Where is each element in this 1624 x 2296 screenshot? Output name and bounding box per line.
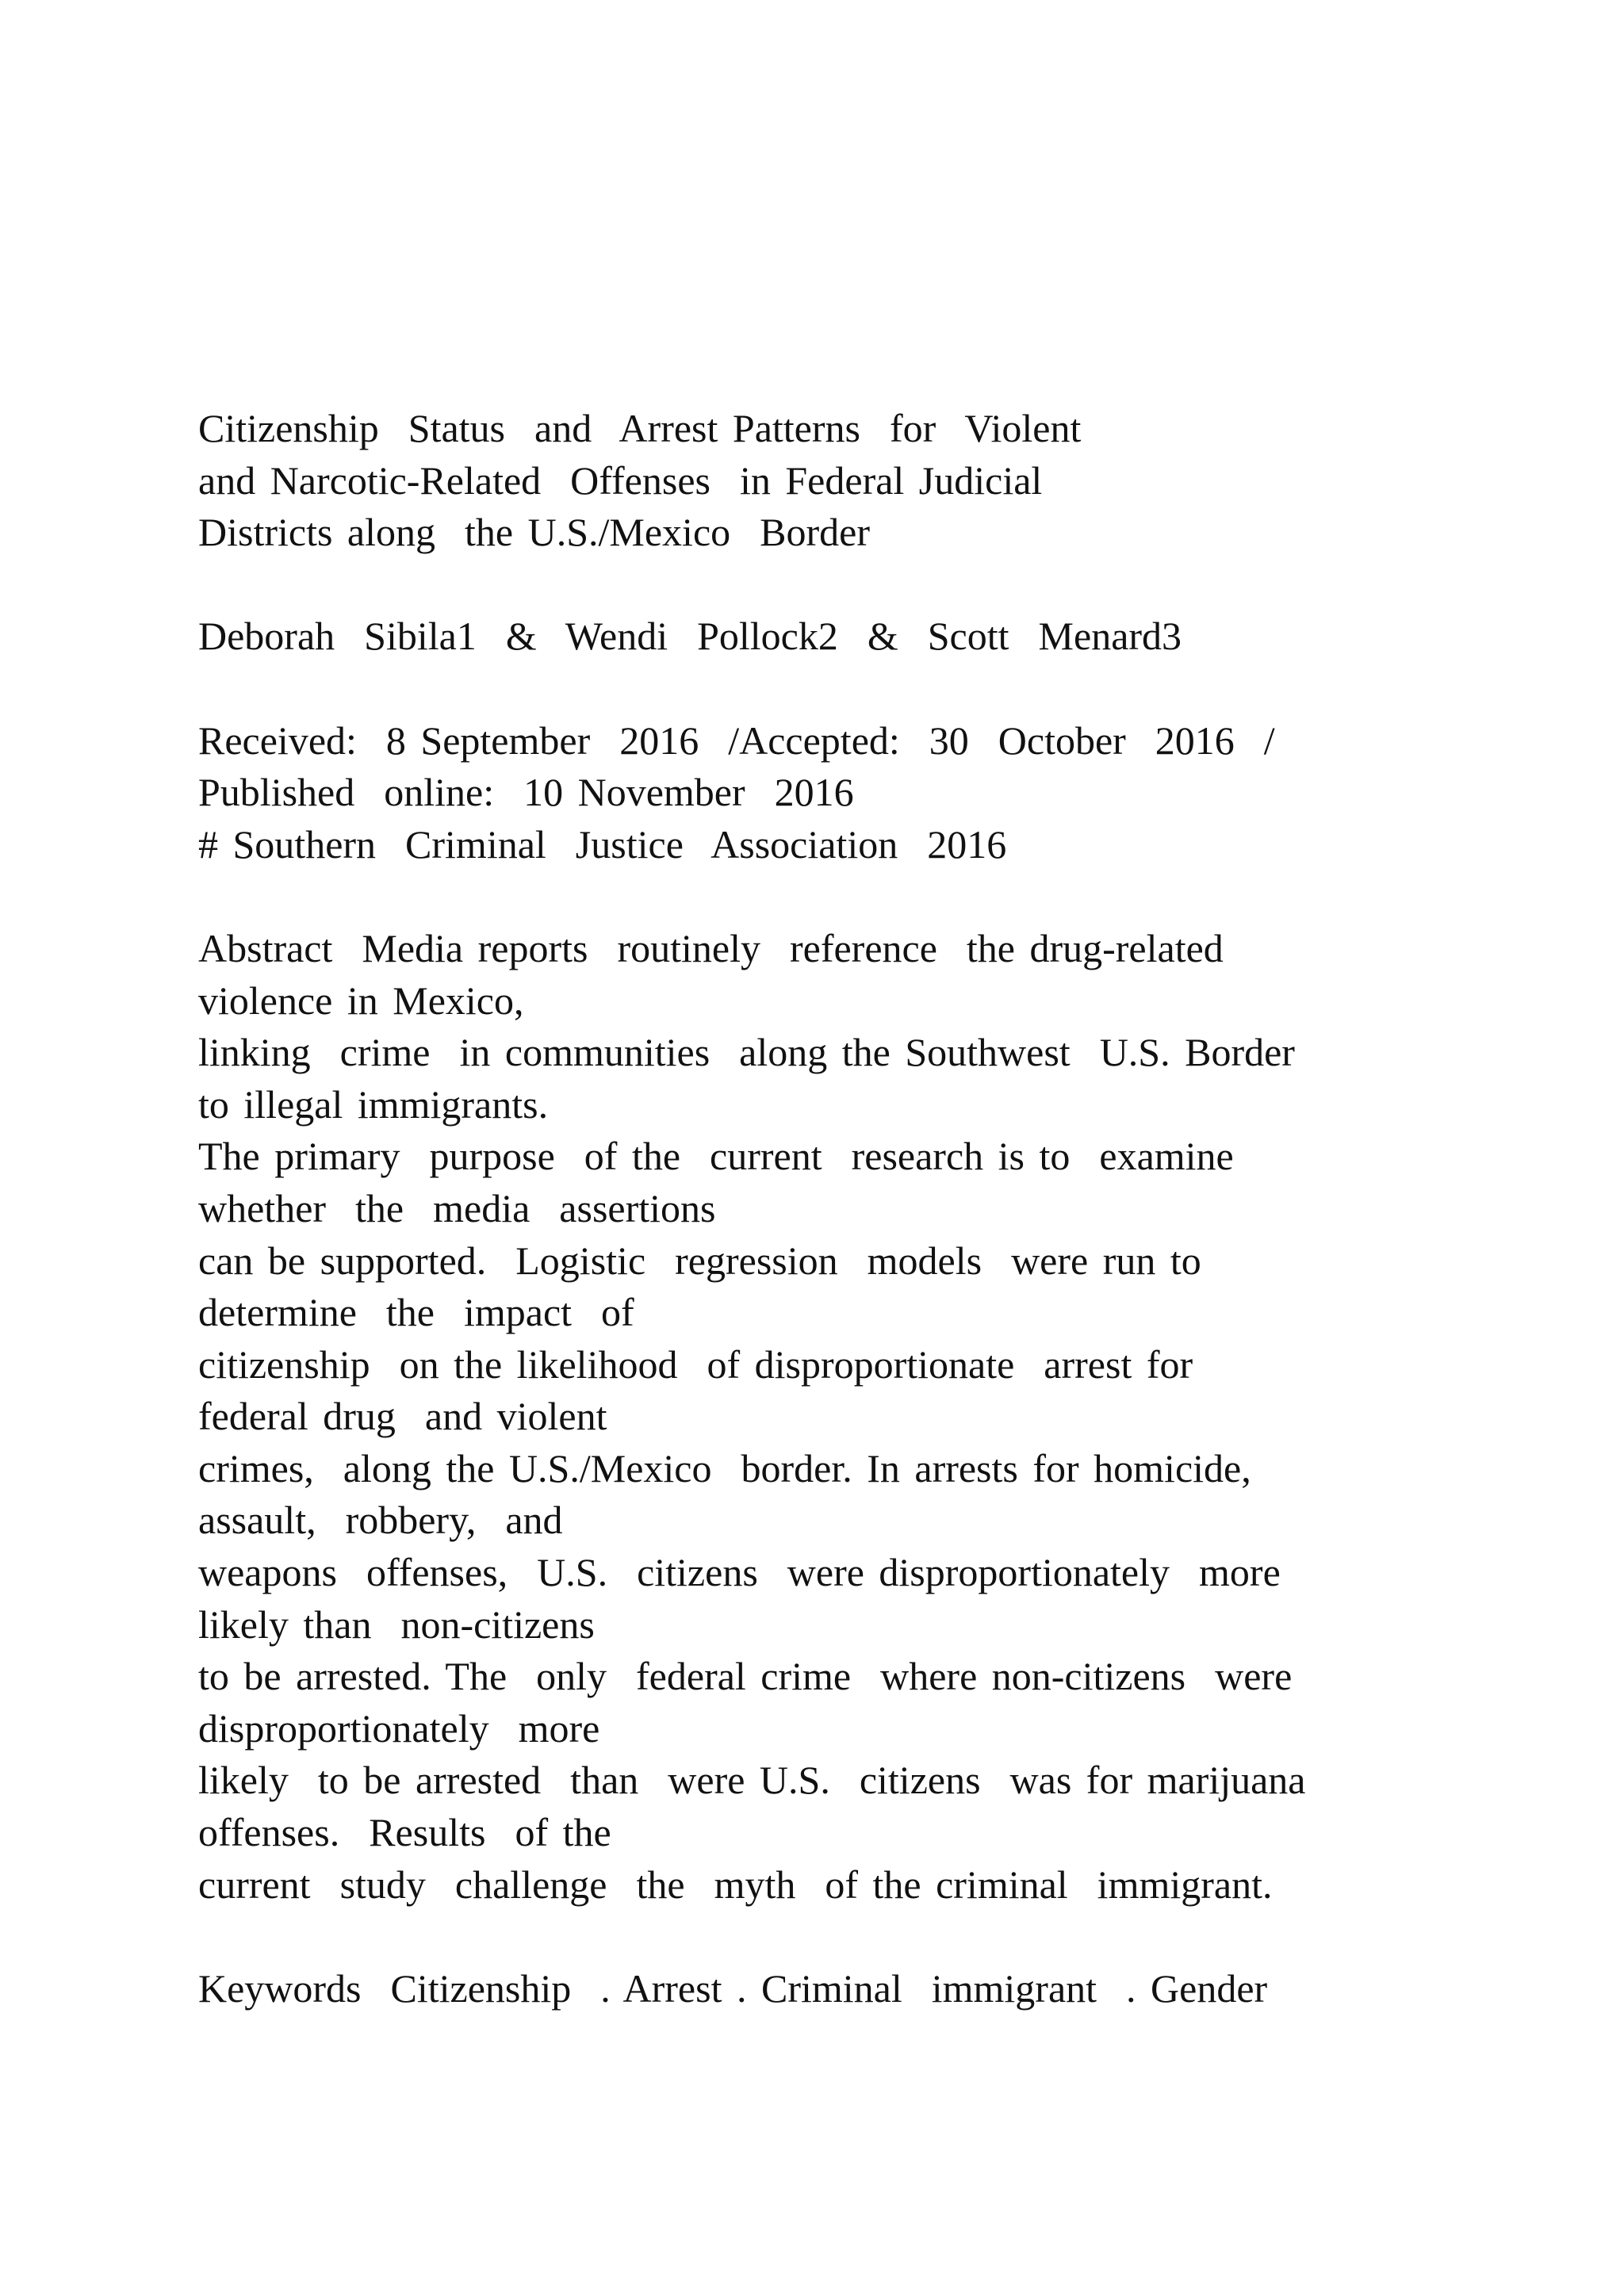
abstract-line: offenses. Results of the <box>198 1810 611 1855</box>
abstract-line: assault, robbery, and <box>198 1498 563 1543</box>
author-list: Deborah Sibila1 & Wendi Pollock2 & Scott Menard3 <box>198 614 1182 659</box>
abstract-line: current study challenge the myth of the criminal immigrant. <box>198 1862 1273 1907</box>
paper-front-matter <box>198 403 1546 2015</box>
publication-info <box>198 715 1546 871</box>
spacer <box>198 1911 1546 1963</box>
spacer <box>198 663 1546 715</box>
abstract-line: likely to be arrested than were U.S. citizens was for marijuana <box>198 1758 1306 1803</box>
abstract-line: determine the impact of <box>198 1290 634 1335</box>
title-line: Districts along the U.S./Mexico Border <box>198 510 870 555</box>
title-line: and Narcotic-Related Offenses in Federal Judicial <box>198 457 1043 503</box>
abstract-line: federal drug and violent <box>198 1394 607 1439</box>
abstract-line: to illegal immigrants. <box>198 1081 549 1127</box>
abstract-line: violence in Mexico, <box>198 978 524 1023</box>
abstract-line: crimes, along the U.S./Mexico border. In arrests for homicide, <box>198 1445 1251 1490</box>
abstract-line: disproportionately more <box>198 1705 600 1751</box>
abstract <box>198 923 1546 1911</box>
keywords: Keywords Citizenship . Arrest . Criminal immigrant . Gender <box>198 1965 1268 2011</box>
title-line: Citizenship Status and Arrest Patterns for Violent <box>198 406 1082 450</box>
publication-line: Received: 8 September 2016 /Accepted: 30 October 2016 / <box>198 718 1275 763</box>
abstract-line: likely than non-citizens <box>198 1601 595 1647</box>
abstract-line: weapons offenses, U.S. citizens were disproportionately more <box>198 1550 1281 1595</box>
publication-line: # Southern Criminal Justice Association 2016 <box>198 821 1007 867</box>
abstract-line: whether the media assertions <box>198 1185 716 1230</box>
abstract-line: can be supported. Logistic regression models were run to <box>198 1238 1201 1283</box>
abstract-line: The primary purpose of the current research is to examine <box>198 1134 1234 1179</box>
paper-title <box>198 403 1546 559</box>
abstract-line: citizenship on the likelihood of disproportionate arrest for <box>198 1341 1193 1387</box>
abstract-line: linking crime in communities along the Southwest U.S. Border <box>198 1030 1295 1075</box>
abstract-line: Abstract Media reports routinely reference the drug-related <box>198 925 1224 970</box>
publication-line: Published online: 10 November 2016 <box>198 770 854 815</box>
spacer <box>198 559 1546 611</box>
spacer <box>198 871 1546 923</box>
abstract-line: to be arrested. The only federal crime where non-citizens were <box>198 1654 1293 1699</box>
